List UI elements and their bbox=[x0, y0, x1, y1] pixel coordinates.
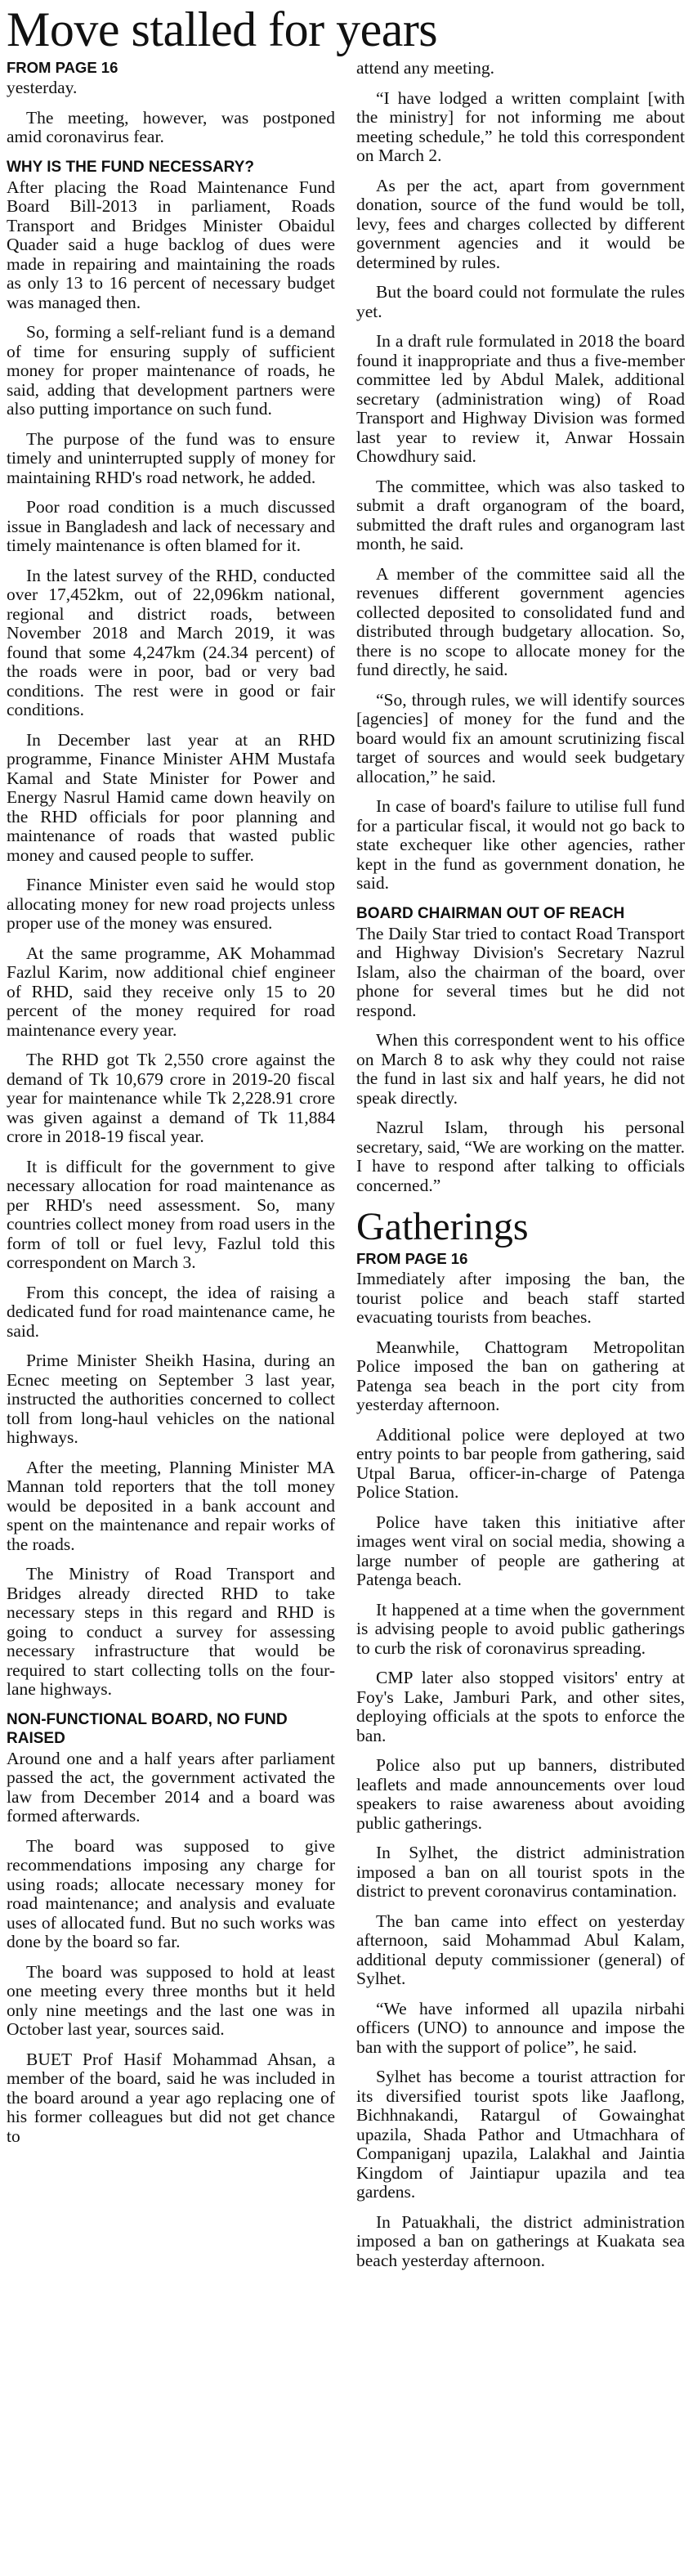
column-right bbox=[356, 59, 685, 2576]
paragraph: The RHD got Tk 2,550 crore against the demand of Tk 10,679 crore in 2019-20 fiscal year for maintenance while Tk 2,228.91 crore was given against a demand of Tk 11,884 crore in 2018-19 fiscal year. bbox=[7, 1050, 335, 1146]
paragraph: So, forming a self-reliant fund is a demand of time for ensuring supply of sufficient money for proper maintenance of roads, he said, adding that development partners were also putting importance on such fund. bbox=[7, 322, 335, 419]
story2-title: Gatherings bbox=[356, 1205, 529, 1248]
paragraph: Nazrul Islam, through his personal secretary, said, “We are working on the matter. I have to respond after talking to officials concerned.” bbox=[356, 1118, 685, 1195]
paragraph: As per the act, apart from government donation, source of the fund would be toll, levy, fees and charges collected by different government agencies and it would be determined by rules. bbox=[356, 175, 685, 272]
paragraph: “We have informed all upazila nirbahi officers (UNO) to announce and impose the ban with the support of police”, he said. bbox=[356, 1998, 685, 2057]
paragraph: The purpose of the fund was to ensure timely and uninterrupted supply of money for maintaining RHD's road network, he added. bbox=[7, 428, 335, 487]
paragraph: Police have taken this initiative after images went viral on social media, showing a large number of people are gathering at Patenga beach. bbox=[356, 1512, 685, 1589]
paragraph: At the same programme, AK Mohammad Fazlul Karim, now additional chief engineer of RHD, said they receive only 15 to 20 percent of the money required for road maintenance every year. bbox=[7, 943, 335, 1040]
subheading: BOARD CHAIRMAN OUT OF REACH bbox=[356, 904, 625, 922]
paragraph: The ban came into effect on yesterday afternoon, said Mohammad Abul Kalam, additional deputy commissioner (general) of Sylhet. bbox=[356, 1911, 685, 1988]
paragraph: CMP later also stopped visitors' entry at Foy's Lake, Jamburi Park, and other sites, deploying officials at the spots to enforce the ban. bbox=[356, 1668, 685, 1745]
headline: Move stalled for years bbox=[7, 2, 438, 56]
paragraph: yesterday. bbox=[7, 78, 78, 97]
paragraph: BUET Prof Hasif Mohammad Ahsan, a member of the board, said he was included in the board around a year ago replacing one of his former colleagues but did not get chance to bbox=[7, 2049, 335, 2146]
paragraph: After the meeting, Planning Minister MA Mannan told reporters that the toll money would be deposited in a bank account and spent on the maintenance and repair works of the roads. bbox=[7, 1457, 335, 1554]
paragraph: Finance Minister even said he would stop allocating money for new road projects unless proper use of the money was ensured. bbox=[7, 875, 335, 933]
story2-body bbox=[356, 1270, 685, 2270]
paragraph: Sylhet has become a tourist attraction for its diversified tourist spots like Jaaflong, Bichhnakandi, Ratargul of Gowainghat upazila, Shada Pathor and Utmachhara of Companiganj upazila, Lalakhal and Jaintia Kingdom of Jaintiapur upazila and tea gardens. bbox=[356, 2067, 685, 2202]
story2-from-page-label: FROM PAGE 16 bbox=[356, 1250, 468, 1267]
paragraph: It happened at a time when the government is advising people to avoid public gatherings to curb the risk of coronavirus spreading. bbox=[356, 1599, 685, 1658]
paragraph: Prime Minister Sheikh Hasina, during an Ecnec meeting on September 3 last year, instructed the authorities concerned to collect toll from long-haul vehicles on the national highways. bbox=[7, 1351, 335, 1447]
story1-body-left bbox=[7, 78, 335, 2146]
paragraph: The board was supposed to give recommendations imposing any charge for using roads; allocate necessary money for road maintenance; and analysis and evaluate uses of allocated fund. But no such works was done by the board so far. bbox=[7, 1835, 335, 1951]
paragraph: In Sylhet, the district administration imposed a ban on all tourist spots in the district to prevent coronavirus contamination. bbox=[356, 1843, 685, 1901]
story1-body-right bbox=[356, 59, 685, 1195]
paragraph: Immediately after imposing the ban, the tourist police and beach staff started evacuating tourists from beaches. bbox=[356, 1269, 685, 1327]
paragraph: “I have lodged a written complaint [with the ministry] for not informing me about meeting schedule,” he told this correspondent on March 2. bbox=[356, 87, 685, 165]
paragraph: When this correspondent went to his office on March 8 to ask why they could not raise the fund in last six and half years, he did not speak directly. bbox=[356, 1030, 685, 1108]
paragraph: In December last year at an RHD programme, Finance Minister AHM Mustafa Kamal and State Minister for Power and Energy Nasrul Hamid came down heavily on the RHD officials for poor planning and maintenance of roads that wasted public money and caused people to suffer. bbox=[7, 729, 335, 865]
paragraph: Poor road condition is a much discussed issue in Bangladesh and lack of necessary and timely maintenance is often blamed for it. bbox=[7, 497, 335, 555]
paragraph: In Patuakhali, the district administration imposed a ban on gatherings at Kuakata sea beach yesterday afternoon. bbox=[356, 2211, 685, 2270]
paragraph: From this concept, the idea of raising a dedicated fund for road maintenance came, he said. bbox=[7, 1282, 335, 1341]
paragraph: After placing the Road Maintenance Fund Board Bill-2013 in parliament, Roads Transport and Bridges Minister Obaidul Quader said a huge backlog of dues were made in repairing and maintaining the roads as only 13 to 16 percent of necessary budget was managed then. bbox=[7, 177, 335, 312]
subheading: WHY IS THE FUND NECESSARY? bbox=[7, 158, 254, 176]
subheading: NON-FUNCTIONAL BOARD, NO FUND RAISED bbox=[7, 1710, 288, 1747]
paragraph: The meeting, however, was postponed amid coronavirus fear. bbox=[7, 107, 335, 146]
paragraph: “So, through rules, we will identify sources [agencies] of money for the fund and the board would fix an amount scrutinizing fiscal target of sources and would seek budgetary allocation,” he said. bbox=[356, 689, 685, 786]
paragraph: The Ministry of Road Transport and Bridges already directed RHD to take necessary steps in this regard and RHD is going to conduct a survey for assessing necessary infrastructure that would be required to start collecting tolls on the four-lane highways. bbox=[7, 1564, 335, 1699]
paragraph: attend any meeting. bbox=[356, 58, 494, 78]
article-columns bbox=[7, 59, 685, 2576]
paragraph: In a draft rule formulated in 2018 the board found it inappropriate and thus a five-member committee led by Abdul Malek, additional secretary (administration wing) of Road Transport and Highway Division was formed last year to review it, Anwar Hossain Chowdhury said. bbox=[356, 331, 685, 466]
paragraph: Additional police were deployed at two entry points to bar people from gathering, said Utpal Barua, officer-in-charge of Patenga Police Station. bbox=[356, 1424, 685, 1502]
paragraph: The committee, which was also tasked to submit a draft organogram of the board, submitted the draft rules and organogram last month, he said. bbox=[356, 476, 685, 553]
paragraph: In the latest survey of the RHD, conducted over 17,452km, out of 22,096km national, regional and district roads, between November 2018 and March 2019, it was found that some 4,247km (24.34 percent) of the roads were in poor, bad or very bad conditions. The rest were in good or fair conditions. bbox=[7, 565, 335, 719]
column-left bbox=[7, 59, 335, 2576]
paragraph: Around one and a half years after parliament passed the act, the government activated the law from December 2014 and a board was formed afterwards. bbox=[7, 1748, 335, 1826]
from-page-label: FROM PAGE 16 bbox=[7, 59, 118, 76]
paragraph: A member of the committee said all the revenues different government agencies collected deposited to consolidated fund and distributed through budgetary allocation. So, there is no scope to allocate money for the fund directly, he said. bbox=[356, 563, 685, 679]
paragraph: Meanwhile, Chattogram Metropolitan Police imposed the ban on gathering at Patenga sea beach in the port city from yesterday afternoon. bbox=[356, 1337, 685, 1414]
paragraph: But the board could not formulate the rules yet. bbox=[356, 282, 685, 321]
paragraph: Police also put up banners, distributed leaflets and made announcements over loud speakers to raise awareness about avoiding public gatherings. bbox=[356, 1755, 685, 1833]
paragraph: It is difficult for the government to give necessary allocation for road maintenance as per RHD's need assessment. So, many countries collect money from road users in the form of toll or fuel levy, Fazlul told this correspondent on March 3. bbox=[7, 1156, 335, 1272]
paragraph: In case of board's failure to utilise full fund for a particular fiscal, it would not go back to state exchequer like other agencies, rather kept in the fund as government donation, he said. bbox=[356, 796, 685, 893]
paragraph: The board was supposed to hold at least one meeting every three months but it held only nine meetings and the last one was in October last year, sources said. bbox=[7, 1961, 335, 2039]
paragraph: The Daily Star tried to contact Road Transport and Highway Division's Secretary Nazrul Islam, also the chairman of the board, over phone for several times but he did not respond. bbox=[356, 923, 685, 1020]
